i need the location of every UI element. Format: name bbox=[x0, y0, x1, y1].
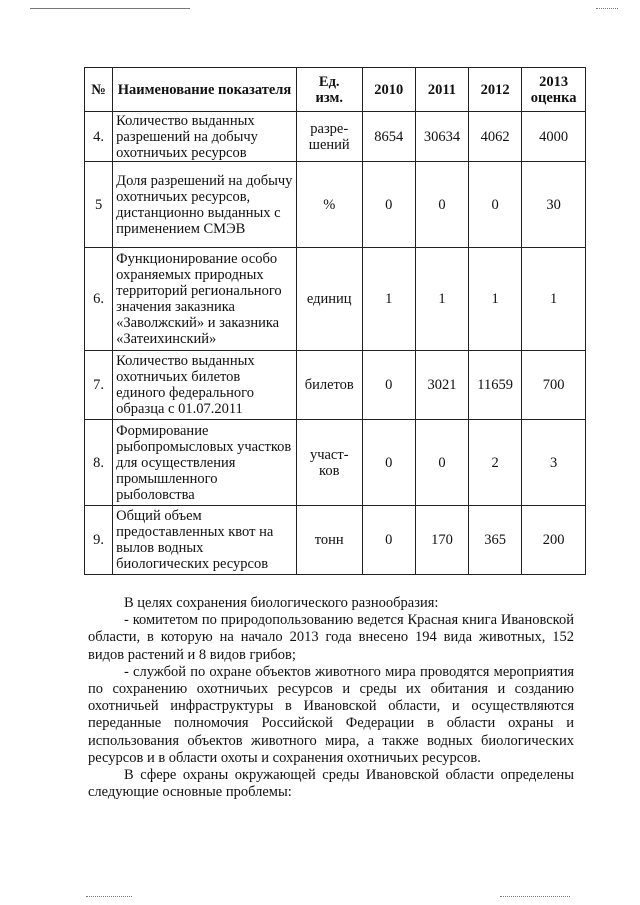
row-unit: % bbox=[296, 162, 362, 248]
header-2013 bbox=[522, 68, 586, 112]
header-2012: 2012 bbox=[469, 68, 522, 112]
value-2010: 0 bbox=[362, 420, 415, 506]
value-2010: 8654 bbox=[362, 112, 415, 162]
paragraph-wildlife-service: - службой по охране объектов животного мира проводятся мероприятия по сохранению охотничьих ресурсов и среды их обитания и созданию охотничьей инфраструктуры в Ивановской области, и осуществляются переданные полномочия Российской Федерации в области охраны и использования объектов животного мира, а также водных биологических ресурсов и в области охоты и сохранения охотничьих ресурсов. bbox=[88, 663, 574, 766]
row-name: Доля разрешений на добычу охотничьих ресурсов, дистанционно выданных с применением СМЭВ bbox=[113, 162, 297, 248]
paragraph-red-book: - комитетом по природопользованию ведется Красная книга Ивановской области, в которую на начало 2013 года внесено 194 вида животных, 152 видов растений и 8 видов грибов; bbox=[88, 612, 574, 663]
table-row bbox=[85, 248, 586, 351]
value-2011: 170 bbox=[415, 506, 468, 575]
scan-footer-mark bbox=[86, 896, 132, 897]
row-unit: единиц bbox=[296, 248, 362, 351]
row-name: Количество выданных охотничьих билетов единого федерального образца с 01.07.2011 bbox=[113, 351, 297, 420]
table-row bbox=[85, 420, 586, 506]
table-row bbox=[85, 351, 586, 420]
value-2013: 700 bbox=[522, 351, 586, 420]
row-number: 8. bbox=[85, 420, 113, 506]
value-2012: 11659 bbox=[469, 351, 522, 420]
scan-footer-mark-right bbox=[500, 896, 570, 897]
table-row bbox=[85, 162, 586, 248]
header-unit-line1: Ед. bbox=[318, 73, 340, 90]
scan-edge-mark-right bbox=[596, 8, 618, 9]
row-name: Формирование рыбопромысловых участков для осуществления промышленного рыболовства bbox=[113, 420, 297, 506]
value-2010: 0 bbox=[362, 351, 415, 420]
header-number: № bbox=[85, 68, 113, 112]
indicators-table bbox=[84, 67, 586, 575]
paragraph-problems: В сфере охраны окружающей среды Ивановской области определены следующие основные проблемы: bbox=[88, 767, 574, 801]
header-2010: 2010 bbox=[362, 68, 415, 112]
row-unit: тонн bbox=[296, 506, 362, 575]
row-name: Функционирование особо охраняемых природных территорий регионального значения заказника «Заволжский» и заказника «Затеихинский» bbox=[113, 248, 297, 351]
scan-edge-mark bbox=[30, 8, 190, 9]
header-2011: 2011 bbox=[415, 68, 468, 112]
value-2013: 3 bbox=[522, 420, 586, 506]
row-number: 5 bbox=[85, 162, 113, 248]
row-number: 7. bbox=[85, 351, 113, 420]
row-name: Количество выданных разрешений на добычу охотничьих ресурсов bbox=[113, 112, 297, 162]
header-2013-line2: оценка bbox=[530, 89, 577, 106]
value-2012: 365 bbox=[469, 506, 522, 575]
value-2010: 1 bbox=[362, 248, 415, 351]
row-unit: участ-ков bbox=[296, 420, 362, 506]
table-row bbox=[85, 112, 586, 162]
value-2013: 1 bbox=[522, 248, 586, 351]
value-2011: 0 bbox=[415, 420, 468, 506]
value-2012: 2 bbox=[469, 420, 522, 506]
row-number: 9. bbox=[85, 506, 113, 575]
value-2012: 4062 bbox=[469, 112, 522, 162]
value-2010: 0 bbox=[362, 506, 415, 575]
value-2011: 0 bbox=[415, 162, 468, 248]
header-2013-line1: 2013 bbox=[539, 73, 569, 90]
value-2013: 4000 bbox=[522, 112, 586, 162]
value-2012: 0 bbox=[469, 162, 522, 248]
header-unit bbox=[296, 68, 362, 112]
value-2013: 30 bbox=[522, 162, 586, 248]
body-text bbox=[88, 595, 574, 801]
row-number: 4. bbox=[85, 112, 113, 162]
row-unit: билетов bbox=[296, 351, 362, 420]
table-row bbox=[85, 506, 586, 575]
value-2011: 1 bbox=[415, 248, 468, 351]
row-unit: разре-шений bbox=[296, 112, 362, 162]
value-2012: 1 bbox=[469, 248, 522, 351]
paragraph-intro: В целях сохранения биологического разнообразия: bbox=[124, 595, 439, 611]
value-2010: 0 bbox=[362, 162, 415, 248]
row-number: 6. bbox=[85, 248, 113, 351]
row-name: Общий объем предоставленных квот на вылов водных биологических ресурсов bbox=[113, 506, 297, 575]
value-2011: 3021 bbox=[415, 351, 468, 420]
value-2013: 200 bbox=[522, 506, 586, 575]
table-header-row bbox=[85, 68, 586, 112]
value-2011: 30634 bbox=[415, 112, 468, 162]
header-unit-line2: изм. bbox=[315, 89, 343, 106]
header-name: Наименование показателя bbox=[113, 68, 297, 112]
